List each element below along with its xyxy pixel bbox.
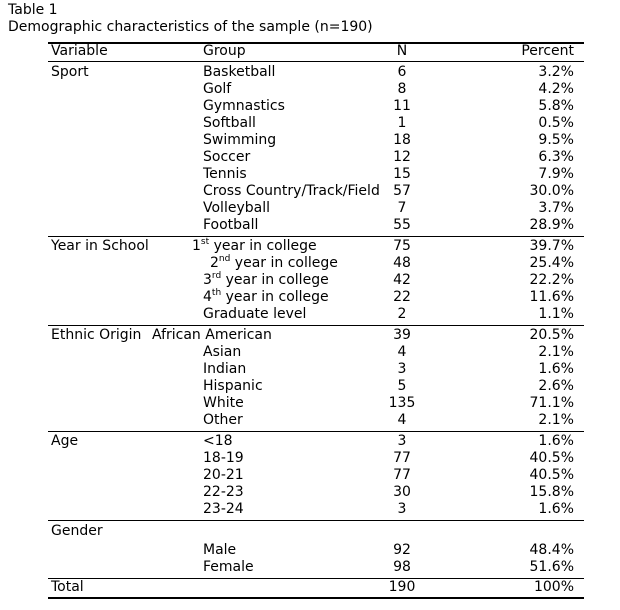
group-label: White	[203, 395, 244, 411]
percent-value: 9.5%	[538, 132, 574, 148]
variable-year-in-school: Year in School	[51, 238, 149, 254]
percent-value: 51.6%	[529, 559, 574, 575]
variable-ethnic-origin: Ethnic Origin	[51, 327, 142, 343]
n-value: 11	[393, 98, 411, 114]
group-label: 4th year in college	[203, 288, 329, 305]
percent-value: 11.6%	[529, 289, 574, 305]
percent-value: 15.8%	[529, 484, 574, 500]
group-label: Asian	[203, 344, 242, 360]
group-label: 2nd year in college	[210, 254, 338, 271]
n-value: 135	[388, 395, 416, 411]
table-label: Table 1	[8, 2, 58, 18]
n-value: 98	[393, 559, 411, 575]
n-value: 57	[393, 183, 411, 199]
n-value: 92	[393, 542, 411, 558]
n-value: 8	[397, 81, 407, 97]
percent-value: 4.2%	[538, 81, 574, 97]
percent-value: 28.9%	[529, 217, 574, 233]
group-label: Other	[203, 412, 243, 428]
group-label: Football	[203, 217, 259, 233]
header-n: N	[396, 43, 408, 59]
n-value: 2	[397, 306, 407, 322]
group-label: Basketball	[203, 64, 276, 80]
variable-age: Age	[51, 433, 79, 449]
n-value: 5	[397, 378, 407, 394]
group-label: 20-21	[203, 467, 244, 483]
percent-value: 20.5%	[529, 327, 574, 343]
variable-sport: Sport	[51, 64, 89, 80]
group-label: Indian	[203, 361, 247, 377]
percent-value: 1.1%	[538, 306, 574, 322]
section-rule	[48, 236, 584, 237]
group-label: <18	[203, 433, 233, 449]
group-label: Hispanic	[203, 378, 263, 394]
n-value: 75	[393, 238, 411, 254]
total-n: 190	[388, 579, 416, 595]
n-value: 42	[393, 272, 411, 288]
percent-value: 1.6%	[538, 501, 574, 517]
n-value: 77	[393, 467, 411, 483]
percent-value: 22.2%	[529, 272, 574, 288]
percent-value: 2.1%	[538, 412, 574, 428]
section-rule	[48, 325, 584, 326]
n-value: 30	[393, 484, 411, 500]
total-percent: 100%	[533, 579, 574, 595]
percent-value: 3.2%	[538, 64, 574, 80]
group-label: Golf	[203, 81, 232, 97]
percent-value: 39.7%	[529, 238, 574, 254]
group-label: 22-23	[203, 484, 244, 500]
n-value: 77	[393, 450, 411, 466]
percent-value: 3.7%	[538, 200, 574, 216]
header-rule	[48, 61, 584, 62]
group-label: Tennis	[203, 166, 247, 182]
header-percent: Percent	[521, 43, 574, 59]
group-label: Swimming	[203, 132, 277, 148]
n-value: 15	[393, 166, 411, 182]
n-value: 4	[397, 412, 407, 428]
section-rule	[48, 520, 584, 521]
percent-value: 71.1%	[529, 395, 574, 411]
section-rule	[48, 578, 584, 579]
section-rule	[48, 431, 584, 432]
bottom-rule	[48, 597, 584, 599]
group-label: 23-24	[203, 501, 244, 517]
percent-value: 48.4%	[529, 542, 574, 558]
percent-value: 1.6%	[538, 433, 574, 449]
percent-value: 40.5%	[529, 467, 574, 483]
group-label: Male	[203, 542, 237, 558]
n-value: 12	[393, 149, 411, 165]
group-label: Cross Country/Track/Field	[203, 183, 380, 199]
percent-value: 2.1%	[538, 344, 574, 360]
header-group: Group	[203, 43, 246, 59]
percent-value: 1.6%	[538, 361, 574, 377]
total-label: Total	[51, 579, 84, 595]
group-label: African American	[152, 327, 272, 343]
group-label: 18-19	[203, 450, 244, 466]
group-label: Softball	[203, 115, 256, 131]
n-value: 1	[397, 115, 407, 131]
percent-value: 30.0%	[529, 183, 574, 199]
n-value: 6	[397, 64, 407, 80]
n-value: 22	[393, 289, 411, 305]
group-label: Volleyball	[203, 200, 270, 216]
group-label: Graduate level	[203, 306, 307, 322]
percent-value: 7.9%	[538, 166, 574, 182]
percent-value: 2.6%	[538, 378, 574, 394]
group-label: Soccer	[203, 149, 251, 165]
n-value: 3	[397, 501, 407, 517]
percent-value: 0.5%	[538, 115, 574, 131]
n-value: 3	[397, 433, 407, 449]
percent-value: 5.8%	[538, 98, 574, 114]
header-variable: Variable	[51, 43, 108, 59]
percent-value: 6.3%	[538, 149, 574, 165]
n-value: 48	[393, 255, 411, 271]
group-label: 3rd year in college	[203, 271, 329, 288]
n-value: 4	[397, 344, 407, 360]
n-value: 18	[393, 132, 411, 148]
n-value: 3	[397, 361, 407, 377]
percent-value: 25.4%	[529, 255, 574, 271]
table-title: Demographic characteristics of the sample (n=190)	[8, 19, 373, 35]
n-value: 55	[393, 217, 411, 233]
top-rule	[48, 42, 584, 44]
n-value: 7	[397, 200, 407, 216]
percent-value: 40.5%	[529, 450, 574, 466]
n-value: 39	[393, 327, 411, 343]
variable-gender: Gender	[51, 523, 103, 539]
group-label: Gymnastics	[203, 98, 285, 114]
group-label: 1st year in college	[192, 237, 317, 254]
group-label: Female	[203, 559, 254, 575]
